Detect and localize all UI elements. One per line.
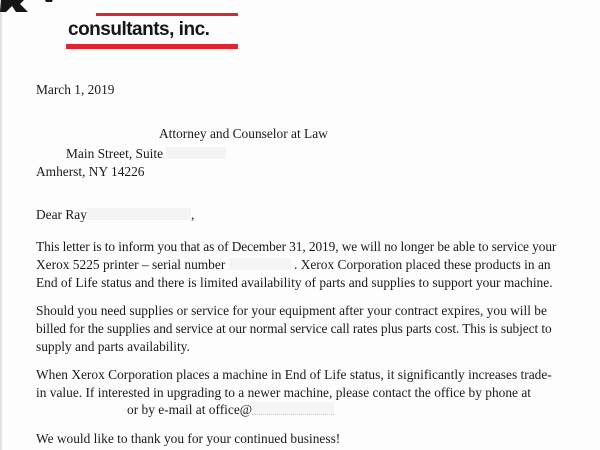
paragraph1-line2-end: . Xerox Corporation placed these products in an xyxy=(294,257,551,272)
paragraph3-line2: in value. If interested in upgrading to a newer machine, please contact the office by phone at xyxy=(36,385,532,400)
paragraph3-line1: When Xerox Corporation places a machine in End of Life status, it significantly increases trade- xyxy=(36,367,552,382)
redacted-name xyxy=(87,208,191,220)
paragraph2-line2: billed for the supplies and service at our normal service call rates plus parts cost. This is subject to xyxy=(36,321,552,336)
paragraph1-line3: End of Life status and there is limited availability of parts and supplies to support your machine. xyxy=(36,275,553,290)
scan-edge-shadow xyxy=(0,0,3,450)
salutation xyxy=(36,207,194,223)
recipient-street-text: Main Street, Suite xyxy=(66,146,164,161)
letter-date: March 1, 2019 xyxy=(36,82,115,97)
logo-red-bar-top xyxy=(96,13,238,16)
redacted-email-domain xyxy=(252,402,334,415)
paragraph1-line2-start: Xerox 5225 printer – serial number xyxy=(36,257,226,272)
company-logo-text: consultants, inc. xyxy=(68,19,210,40)
paragraph2-line1: Should you need supplies or service for your equipment after your contract expires, you will be xyxy=(36,303,547,318)
salutation-text: Dear Ray xyxy=(36,207,87,222)
closing-line: We would like to thank you for your continued business! xyxy=(36,431,341,446)
paragraph1-line1: This letter is to inform you that as of December 31, 2019, we will no longer be able to service your xyxy=(36,239,557,254)
recipient-city: Amherst, NY 14226 xyxy=(36,164,145,179)
logo-mark-fragment xyxy=(0,0,70,12)
salutation-comma: , xyxy=(190,207,195,222)
paragraph3-line3 xyxy=(127,402,334,418)
recipient-title: Attorney and Counselor at Law xyxy=(159,126,328,141)
paragraph3-line3-text: or by e-mail at office@ xyxy=(127,402,253,417)
redacted-suite-number xyxy=(166,147,226,159)
paragraph1-line2 xyxy=(36,257,551,273)
redacted-serial-number xyxy=(229,258,291,270)
recipient-street xyxy=(66,146,226,162)
logo-red-underline xyxy=(66,44,238,49)
paragraph2-line3: supply and parts availability. xyxy=(36,339,190,354)
